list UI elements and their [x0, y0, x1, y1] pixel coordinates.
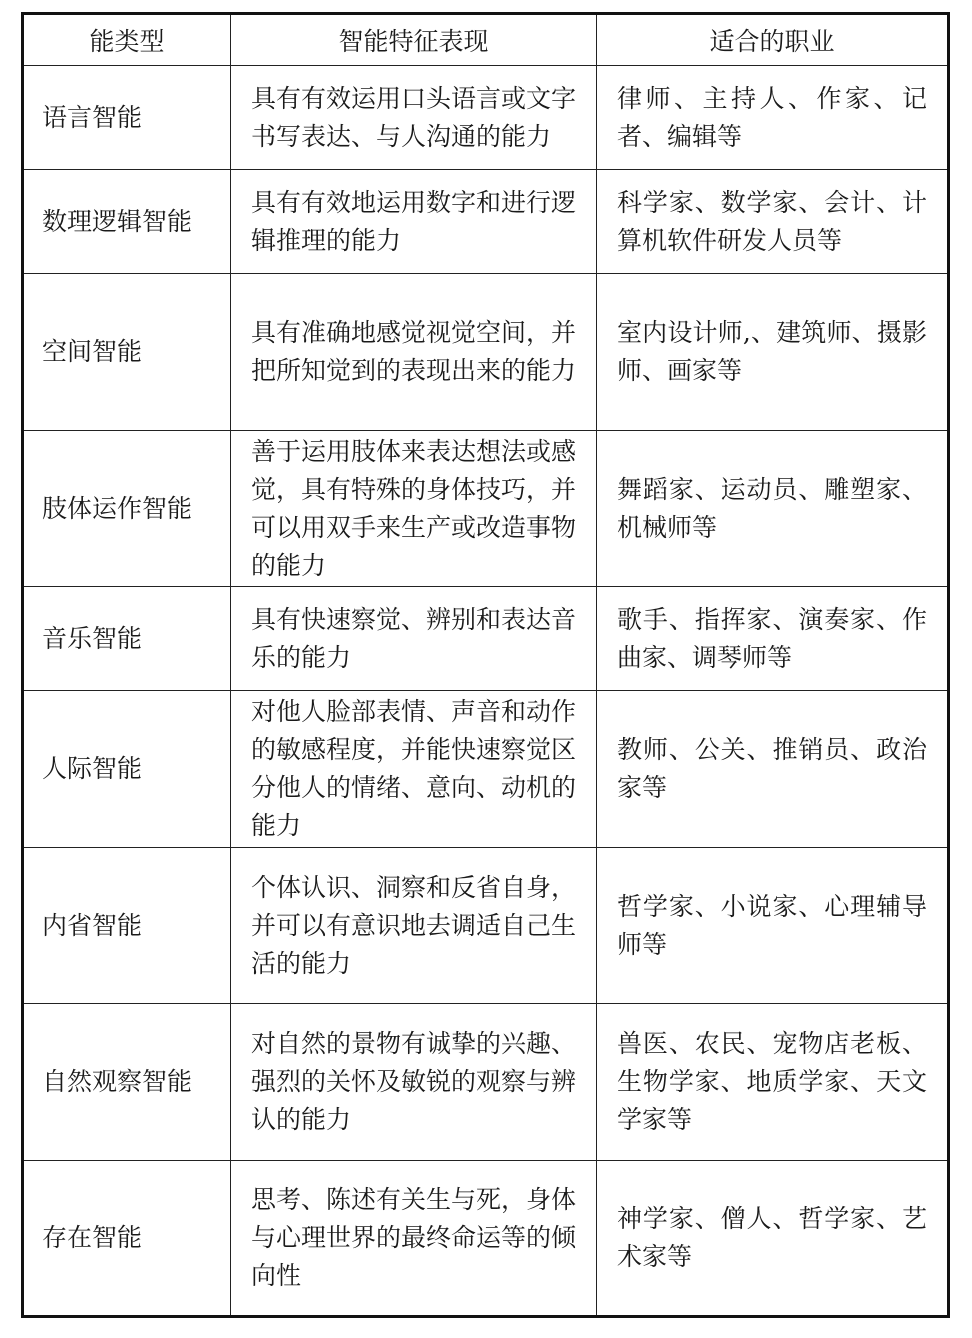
cell-careers: 教师、公关、推销员、政治家等 — [597, 691, 949, 848]
cell-careers: 科学家、数学家、会计、计算机软件研发人员等 — [597, 170, 949, 274]
cell-traits: 具有准确地感觉视觉空间，并把所知觉到的表现出来的能力 — [231, 274, 597, 431]
cell-type: 存在智能 — [23, 1161, 231, 1317]
cell-careers: 神学家、僧人、哲学家、艺术家等 — [597, 1161, 949, 1317]
cell-type: 内省智能 — [23, 848, 231, 1004]
table-row — [23, 274, 949, 431]
header-traits: 智能特征表现 — [231, 14, 597, 66]
cell-careers: 舞蹈家、运动员、雕塑家、机械师等 — [597, 431, 949, 587]
cell-traits: 对他人脸部表情、声音和动作的敏感程度，并能快速察觉区分他人的情绪、意向、动机的能力 — [231, 691, 597, 848]
header-careers: 适合的职业 — [597, 14, 949, 66]
cell-careers: 律师、主持人、作家、记者、编辑等 — [597, 66, 949, 170]
cell-type: 语言智能 — [23, 66, 231, 170]
cell-type: 肢体运作智能 — [23, 431, 231, 587]
cell-type: 数理逻辑智能 — [23, 170, 231, 274]
cell-type: 音乐智能 — [23, 587, 231, 691]
cell-traits: 善于运用肢体来表达想法或感觉，具有特殊的身体技巧，并可以用双手来生产或改造事物的能力 — [231, 431, 597, 587]
table-row — [23, 1161, 949, 1317]
cell-careers: 歌手、指挥家、演奏家、作曲家、调琴师等 — [597, 587, 949, 691]
cell-careers: 室内设计师,、建筑师、摄影师、画家等 — [597, 274, 949, 431]
table-row — [23, 1004, 949, 1161]
table-row — [23, 848, 949, 1004]
cell-traits: 对自然的景物有诚挚的兴趣、强烈的关怀及敏锐的观察与辨认的能力 — [231, 1004, 597, 1161]
header-type: 能类型 — [23, 14, 231, 66]
cell-type: 自然观察智能 — [23, 1004, 231, 1161]
cell-traits: 具有快速察觉、辨别和表达音乐的能力 — [231, 587, 597, 691]
table-row — [23, 170, 949, 274]
intelligence-table — [21, 12, 950, 1318]
table-header-row — [23, 14, 949, 66]
cell-careers: 哲学家、小说家、心理辅导师等 — [597, 848, 949, 1004]
cell-type: 人际智能 — [23, 691, 231, 848]
table-row — [23, 587, 949, 691]
cell-traits: 具有有效运用口头语言或文字书写表达、与人沟通的能力 — [231, 66, 597, 170]
table-row — [23, 66, 949, 170]
cell-traits: 思考、陈述有关生与死，身体与心理世界的最终命运等的倾向性 — [231, 1161, 597, 1317]
cell-type: 空间智能 — [23, 274, 231, 431]
cell-traits: 具有有效地运用数字和进行逻辑推理的能力 — [231, 170, 597, 274]
cell-traits: 个体认识、洞察和反省自身，并可以有意识地去调适自己生活的能力 — [231, 848, 597, 1004]
cell-careers: 兽医、农民、宠物店老板、生物学家、地质学家、天文学家等 — [597, 1004, 949, 1161]
table-row — [23, 691, 949, 848]
table-row — [23, 431, 949, 587]
